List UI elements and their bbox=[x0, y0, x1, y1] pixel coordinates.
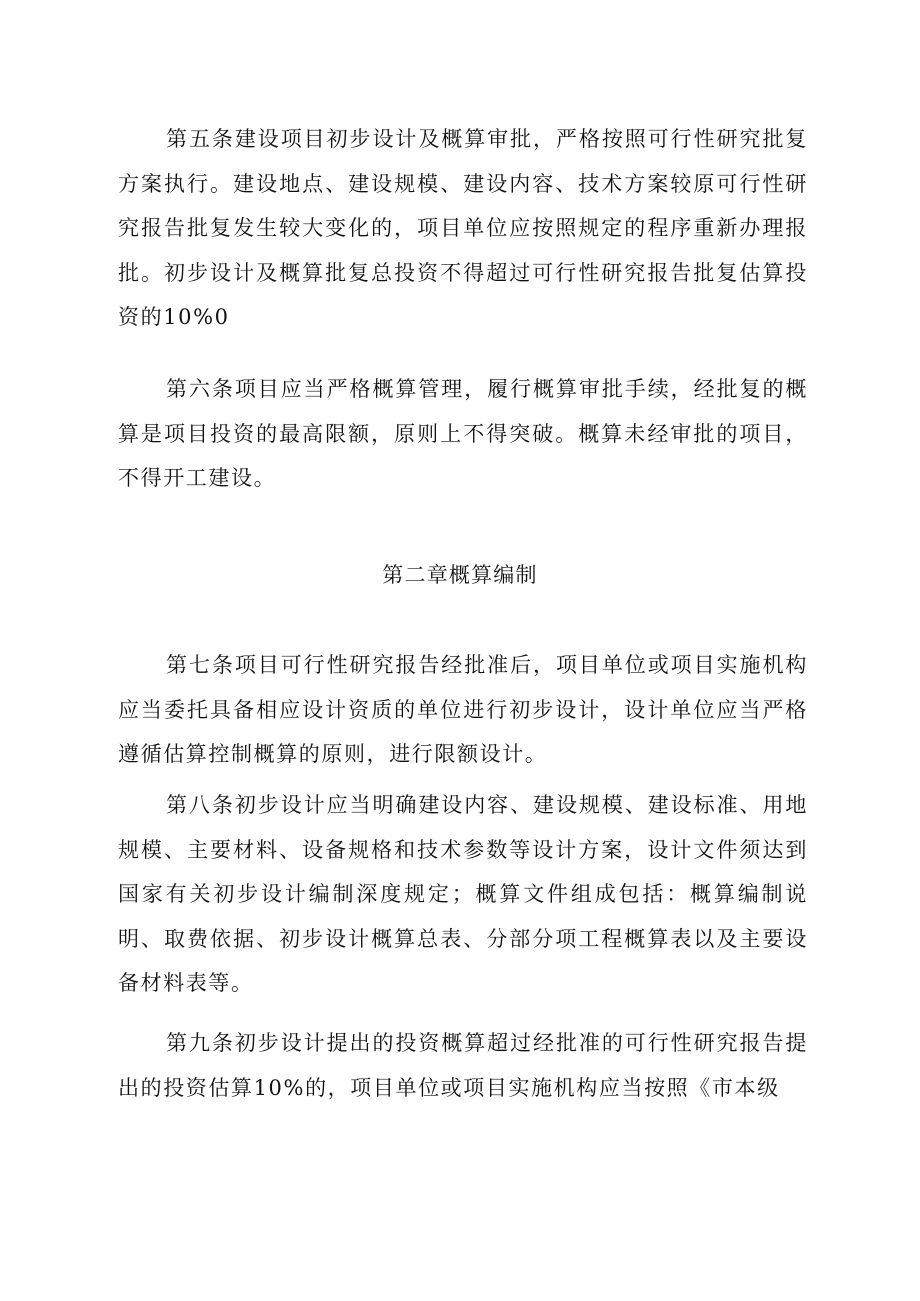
article-9-paragraph: 第九条初步设计提出的投资概算超过经批准的可行性研究报告提出的投资估算10%的，项目单位或项目实施机构应当按照《市本级 bbox=[118, 1031, 808, 1100]
article-8-paragraph: 第八条初步设计应当明确建设内容、建设规模、建设标准、用地规模、主要材料、设备规格和技术参数等设计方案，设计文件须达到国家有关初步设计编制深度规定；概算文件组成包括：概算编制说明、取费依据、初步设计概算总表、分部分项工程概算表以及主要设备材料表等。 bbox=[118, 793, 808, 995]
article-5-paragraph: 第五条建设项目初步设计及概算审批，严格按照可行性研究批复方案执行。建设地点、建设规模、建设内容、技术方案较原可行性研究报告批复发生较大变化的，项目单位应按照规定的程序重新办理报批。初步设计及概算批复总投资不得超过可行性研究报告批复估算投资的10%0 bbox=[118, 127, 808, 329]
article-7-paragraph: 第七条项目可行性研究报告经批准后，项目单位或项目实施机构应当委托具备相应设计资质的单位进行初步设计，设计单位应当严格遵循估算控制概算的原则，进行限额设计。 bbox=[118, 653, 808, 766]
article-6-paragraph: 第六条项目应当严格概算管理，履行概算审批手续，经批复的概算是项目投资的最高限额，原则上不得突破。概算未经审批的项目，不得开工建设。 bbox=[118, 377, 808, 490]
chapter-heading: 第二章概算编制 bbox=[382, 563, 538, 587]
